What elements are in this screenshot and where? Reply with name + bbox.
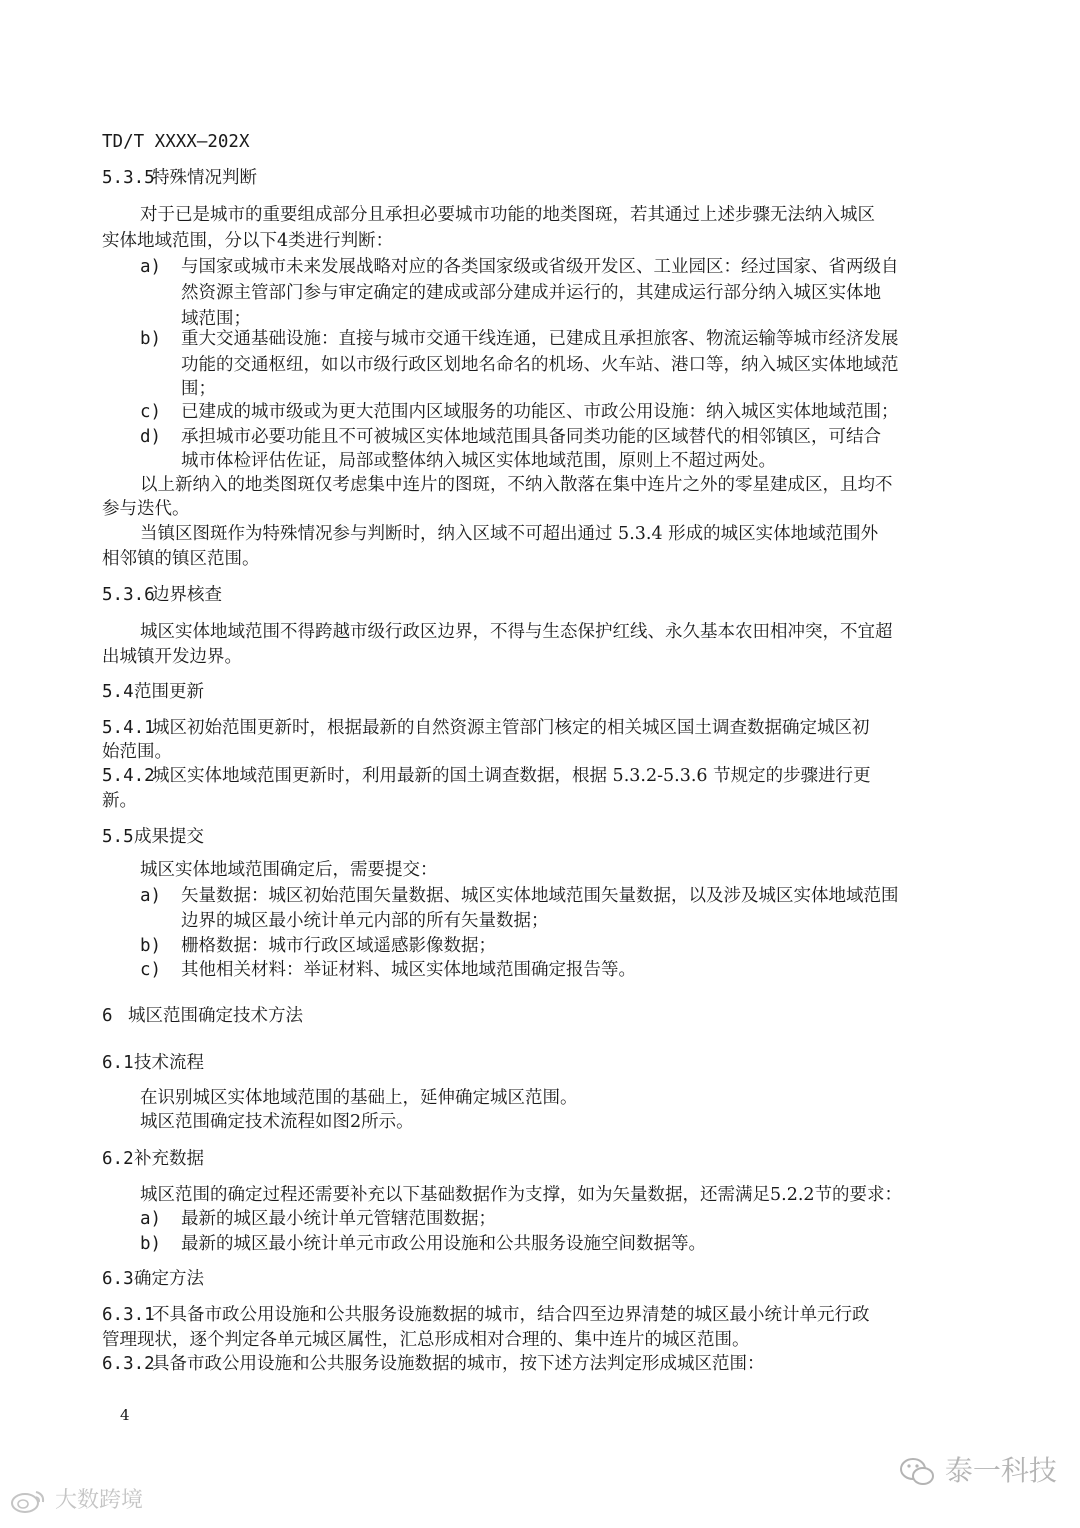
clause-6-3-1 [102, 1303, 870, 1327]
section-number: 6.1 [102, 1053, 134, 1073]
clause-line: 城区实体地域范围更新时，利用最新的国土调查数据，根据 5.3.2-5.3.6 节规定的步骤进行更 [152, 766, 871, 786]
paragraph-line: 城区实体地域范围确定后，需要提交： [140, 860, 438, 880]
list-marker: a) [140, 257, 162, 277]
list-item-line: 边界的城区最小统计单元内部的所有矢量数据； [181, 911, 549, 931]
clause-line: 具备市政公用设施和公共服务设施数据的城市，按下述方法判定形成城区范围： [152, 1354, 765, 1374]
list-item-line: 城市体检评估佐证，局部或整体纳入城区实体地域范围，原则上不超过两处。 [181, 451, 776, 471]
clause-line: 不具备市政公用设施和公共服务设施数据的城市，结合四至边界清楚的城区最小统计单元行政 [152, 1305, 870, 1325]
document-header-code: TD/T XXXX—202X [102, 132, 250, 152]
clause-number: 5.4.1 [102, 718, 155, 738]
section-number: 6.3 [102, 1269, 134, 1289]
list-marker: d) [140, 427, 162, 447]
wechat-logo-icon [898, 1456, 936, 1488]
list-marker: b) [140, 1234, 162, 1254]
section-heading-6-3 [102, 1267, 204, 1291]
paragraph-line: 始范围。 [102, 742, 172, 762]
clause-number: 6.3.2 [102, 1354, 155, 1374]
paragraph-line: 城区范围的确定过程还需要补充以下基础数据作为支撑，如为矢量数据，还需满足5.2.2节的要求： [140, 1185, 903, 1205]
list-item-line: 最新的城区最小统计单元管辖范围数据； [181, 1209, 496, 1229]
section-heading-5-4 [102, 680, 204, 704]
paragraph-line: 在识别城区实体地域范围的基础上，延伸确定城区范围。 [140, 1088, 578, 1108]
section-title: 技术流程 [134, 1053, 204, 1073]
section-title: 确定方法 [134, 1269, 204, 1289]
section-title: 成果提交 [134, 827, 204, 847]
list-marker: a) [140, 886, 162, 906]
clause-number: 6.3.1 [102, 1305, 155, 1325]
paragraph-line: 城区实体地域范围不得跨越市级行政区边界，不得与生态保护红线、永久基本农田相冲突，不宜超 [140, 622, 893, 642]
clause-line: 城区初始范围更新时，根据最新的自然资源主管部门核定的相关城区国土调查数据确定城区初 [152, 718, 870, 738]
weibo-logo-icon [8, 1488, 48, 1514]
chapter-number: 6 [102, 1006, 113, 1026]
section-number: 5.3.6 [102, 585, 155, 605]
list-item-line: 矢量数据：城区初始范围矢量数据、城区实体地域范围矢量数据，以及涉及城区实体地域范围 [181, 886, 899, 906]
clause-5-4-1 [102, 716, 870, 740]
paragraph-line: 出城镇开发边界。 [102, 647, 242, 667]
list-item-line: 其他相关材料：举证材料、城区实体地域范围确定报告等。 [181, 960, 636, 980]
clause-6-3-2 [102, 1352, 765, 1376]
chapter-title: 城区范围确定技术方法 [128, 1006, 303, 1026]
list-marker: a) [140, 1209, 162, 1229]
paragraph-line: 相邻镇的镇区范围。 [102, 549, 260, 569]
watermark-right [898, 1451, 1057, 1491]
paragraph-line: 对于已是城市的重要组成部分且承担必要城市功能的地类图斑，若其通过上述步骤无法纳入城区 [140, 205, 875, 225]
section-heading-5-3-5 [102, 166, 257, 190]
section-heading-6-2 [102, 1147, 204, 1171]
clause-5-4-2 [102, 764, 871, 788]
section-title: 边界核查 [152, 585, 222, 605]
section-title: 补充数据 [134, 1149, 204, 1169]
list-item-line: 然资源主管部门参与审定确定的建成或部分建成并运行的，其建成运行部分纳入城区实体地 [181, 283, 881, 303]
section-number: 6.2 [102, 1149, 134, 1169]
paragraph-line: 城区范围确定技术流程如图2所示。 [140, 1112, 414, 1132]
section-heading-5-5 [102, 825, 204, 849]
watermark-right-text: 泰一科技 [944, 1454, 1057, 1487]
paragraph-line: 当镇区图斑作为特殊情况参与判断时，纳入区域不可超出通过 5.3.4 形成的城区实体地域范围外 [140, 524, 879, 544]
list-item-line: 重大交通基础设施：直接与城市交通干线连通，已建成且承担旅客、物流运输等城市经济发展 [181, 329, 899, 349]
list-marker: b) [140, 936, 162, 956]
list-item-line: 域范围； [181, 309, 251, 329]
list-item-line: 与国家或城市未来发展战略对应的各类国家级或省级开发区、工业园区：经过国家、省两级自 [181, 257, 899, 277]
list-item-line: 栅格数据：城市行政区域遥感影像数据； [181, 936, 496, 956]
watermark-left-text: 大数跨境 [55, 1488, 144, 1513]
section-number: 5.5 [102, 827, 134, 847]
paragraph-line: 实体地域范围，分以下4类进行判断： [102, 231, 394, 251]
paragraph-line: 以上新纳入的地类图斑仅考虑集中连片的图斑，不纳入散落在集中连片之外的零星建成区，且均不 [140, 475, 893, 495]
list-marker: c) [140, 960, 162, 980]
list-marker: c) [140, 402, 162, 422]
chapter-heading-6 [102, 1004, 303, 1028]
section-number: 5.3.5 [102, 168, 155, 188]
list-marker: b) [140, 329, 162, 349]
watermark-left [8, 1486, 143, 1516]
clause-number: 5.4.2 [102, 766, 155, 786]
list-item-line: 功能的交通枢纽，如以市级行政区划地名命名的机场、火车站、港口等，纳入城区实体地域范 [181, 355, 899, 375]
paragraph-line: 新。 [102, 791, 137, 811]
list-item-line: 已建成的城市级或为更大范围内区域服务的功能区、市政公用设施：纳入城区实体地域范围； [181, 402, 899, 422]
section-heading-5-3-6 [102, 583, 222, 607]
section-heading-6-1 [102, 1051, 204, 1075]
page-number: 4 [120, 1406, 130, 1424]
paragraph-line: 管理现状，逐个判定各单元城区属性，汇总形成相对合理的、集中连片的城区范围。 [102, 1330, 750, 1350]
list-item-line: 最新的城区最小统计单元市政公用设施和公共服务设施空间数据等。 [181, 1234, 706, 1254]
section-number: 5.4 [102, 682, 134, 702]
list-item-line: 承担城市必要功能且不可被城区实体地域范围具备同类功能的区域替代的相邻镇区，可结合 [181, 427, 881, 447]
section-title: 特殊情况判断 [152, 168, 257, 188]
paragraph-line: 参与迭代。 [102, 499, 190, 519]
section-title: 范围更新 [134, 682, 204, 702]
list-item-line: 围； [181, 379, 216, 399]
